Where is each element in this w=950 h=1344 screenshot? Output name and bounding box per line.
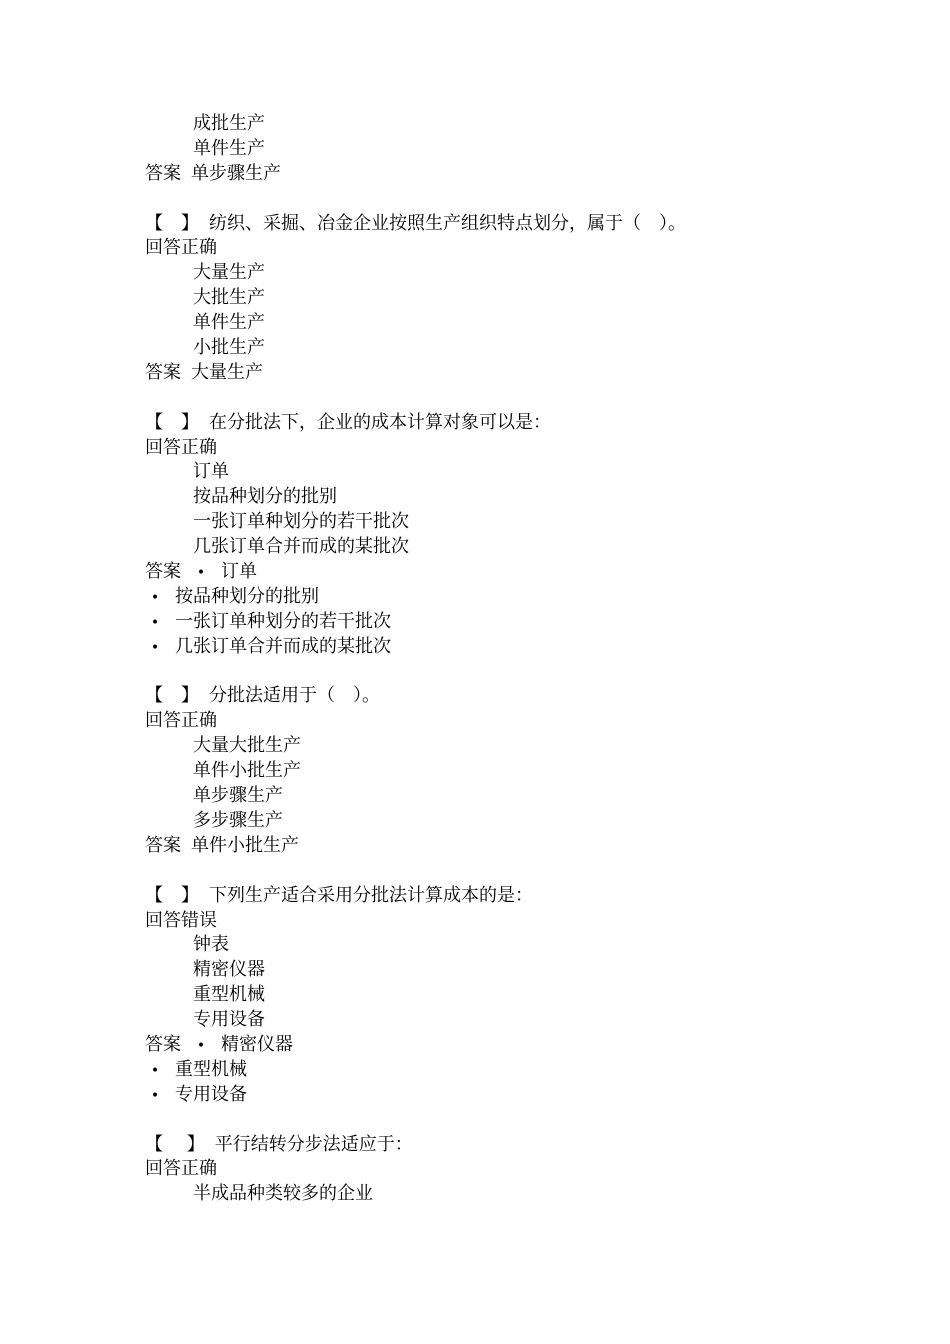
document-body xyxy=(145,112,905,1207)
answer-value: 重型机械 xyxy=(175,1058,247,1080)
option-text: 单步骤生产 xyxy=(193,785,283,807)
question-line xyxy=(145,411,905,436)
answer-value: 大量生产 xyxy=(191,361,263,383)
answer-label: 答案 xyxy=(145,834,181,856)
bullet-icon: • xyxy=(196,565,206,582)
answer-bullet-item xyxy=(145,610,905,635)
question-text: 分批法适用于（ ）。 xyxy=(209,685,380,707)
bullet-icon: • xyxy=(150,614,160,631)
question-text: 平行结转分步法适应于： xyxy=(214,1133,413,1155)
blank-line xyxy=(145,386,905,411)
option-text: 大量大批生产 xyxy=(193,735,301,757)
answer-line xyxy=(145,162,905,187)
bullet-icon: • xyxy=(150,589,160,606)
option-text: 专用设备 xyxy=(193,1009,265,1031)
option-text: 精密仪器 xyxy=(193,959,265,981)
bullet-icon: • xyxy=(150,1087,160,1104)
answer-value: 精密仪器 xyxy=(221,1033,293,1055)
question-line xyxy=(145,1133,905,1158)
question-bracket: 【 】 xyxy=(145,411,199,433)
answer-status: 回答正确 xyxy=(145,710,217,732)
answer-label: 答案 xyxy=(145,361,181,383)
bullet-icon: • xyxy=(150,639,160,656)
option-text: 单件生产 xyxy=(193,312,265,334)
question-line xyxy=(145,884,905,909)
option-text: 一张订单种划分的若干批次 xyxy=(193,511,409,533)
option-text: 大批生产 xyxy=(193,287,265,309)
option-text: 重型机械 xyxy=(193,984,265,1006)
answer-bullet-item xyxy=(145,585,905,610)
answer-bullet-item xyxy=(145,1058,905,1083)
option-text: 成批生产 xyxy=(193,113,265,134)
answer-status: 回答错误 xyxy=(145,909,217,931)
answer-label: 答案 xyxy=(145,1033,181,1055)
answer-line xyxy=(145,1033,905,1058)
answer-value: 几张订单合并而成的某批次 xyxy=(175,635,391,657)
option-text: 单件生产 xyxy=(193,137,265,159)
answer-value: 按品种划分的批别 xyxy=(175,585,319,607)
question-line xyxy=(145,684,905,709)
option-text: 小批生产 xyxy=(193,337,265,359)
blank-line xyxy=(145,660,905,685)
answer-line xyxy=(145,361,905,386)
question-bracket: 【 】 xyxy=(145,1133,205,1155)
question-block xyxy=(145,212,905,386)
partial-question-block xyxy=(145,112,905,187)
bullet-icon: • xyxy=(150,1062,160,1079)
question-bracket: 【 】 xyxy=(145,685,199,707)
blank-line xyxy=(145,187,905,212)
question-text: 在分批法下，企业的成本计算对象可以是： xyxy=(209,411,551,433)
answer-status: 回答正确 xyxy=(145,1158,217,1180)
option-text: 钟表 xyxy=(193,934,229,956)
question-text: 下列生产适合采用分批法计算成本的是： xyxy=(209,884,533,906)
blank-line xyxy=(145,1108,905,1133)
answer-value: 订单 xyxy=(221,561,257,583)
answer-value: 一张订单种划分的若干批次 xyxy=(175,610,391,632)
option-text: 半成品种类较多的企业 xyxy=(193,1183,373,1205)
option-text: 几张订单合并而成的某批次 xyxy=(193,536,409,558)
answer-status: 回答正确 xyxy=(145,436,217,458)
question-list xyxy=(145,187,905,1208)
question-bracket: 【 】 xyxy=(145,884,199,906)
answer-value: 单件小批生产 xyxy=(191,834,299,856)
question-block xyxy=(145,884,905,1108)
answer-bullet-item xyxy=(145,1083,905,1108)
question-bracket: 【 】 xyxy=(145,212,199,234)
answer-bullet-item xyxy=(145,635,905,660)
blank-line xyxy=(145,859,905,884)
option-text: 按品种划分的批别 xyxy=(193,486,337,508)
answer-line xyxy=(145,834,905,859)
option-text: 多步骤生产 xyxy=(193,809,283,831)
answer-line xyxy=(145,560,905,585)
option-text: 订单 xyxy=(193,461,229,483)
question-block xyxy=(145,1133,905,1208)
answer-label: 答案 xyxy=(145,162,181,184)
question-block xyxy=(145,411,905,660)
answer-value: 单步骤生产 xyxy=(191,162,281,184)
bullet-icon: • xyxy=(196,1037,206,1054)
option-text: 大量生产 xyxy=(193,262,265,284)
question-text: 纺织、采掘、冶金企业按照生产组织特点划分，属于（ ）。 xyxy=(209,212,686,234)
question-block xyxy=(145,684,905,858)
answer-value: 专用设备 xyxy=(175,1083,247,1105)
question-line xyxy=(145,212,905,237)
answer-label: 答案 xyxy=(145,561,181,583)
option-text: 单件小批生产 xyxy=(193,760,301,782)
answer-status: 回答正确 xyxy=(145,237,217,259)
